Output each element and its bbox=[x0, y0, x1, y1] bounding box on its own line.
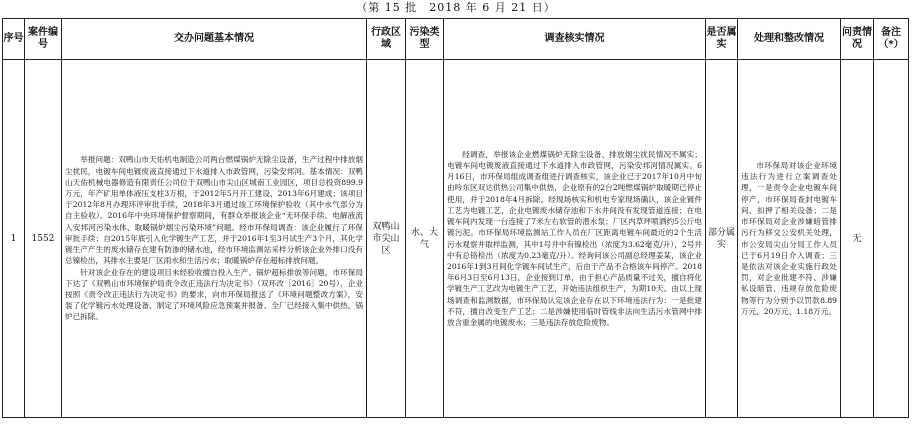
handling-paragraph: 市环保局对该企业环境违法行为进行立案调查处理，一是责令企业电镀车间停产，市环保局查封电镀车间、扣押了相关设备；二是市环保局对企业涉嫌暗管排污行为移交公安机关处理，市公安局尖山分局工作人员已于6月19日介入调查；三是依法对该企业实施行政处罚，对企业批建不符、涉嫌私设暗管、违规存放危险废物等行为分别予以罚款8.89万元、20万元、1.18万元。 bbox=[741, 161, 837, 316]
cell-remarks bbox=[874, 60, 909, 418]
cell-investigation bbox=[444, 60, 706, 418]
cell-issue bbox=[62, 60, 367, 418]
cell-pollution-type: 水、大气 bbox=[406, 60, 444, 418]
header-issue: 交办问题基本情况 bbox=[62, 19, 367, 60]
header-seq: 序号 bbox=[3, 19, 25, 60]
header-remarks: 备注（*） bbox=[874, 19, 909, 60]
batch-caption: （第 15 批 2018 年 6 月 21 日） bbox=[356, 1, 556, 14]
investigation-paragraph: 经调查，举报该企业燃煤锅炉无除尘设备、排放烟尘扰民情况不属实；电镀车间电镀废液直接通过下水道排入市政管网，污染安邦河情况属实。6月16日，市环保局组成调查组进行调查核实，该企业已于2017年10月中旬由吟东区双达供热公司集中供热，企业原有的2台2吨燃煤锅炉取暖期已停止使用，并于2018年4月拆除。经现场核实和机电专家现场确认，该企业镀件工艺为电镀工艺，企业电镀废水储存池和下水井间没有发现管道连接；在电镀车间内发现一台连接了7米左右软管的潜水泵；厂区内草坪喷洒约5公斤电镀污泥。市环保局环境监测站工作人员在厂区距离电镀车间最近的2个生活污水观察井取样监测，其中1号井中有镍检出（浓度为3.62毫克/升），2号井中有总铬检出（浓度为0.23毫克/升）。经询问该公司副总经理姜某，该企业2016年1到3月间化学镀车间试生产，后由于产品不合格该车间停产。2018年6月3日至6月13日，企业接到订单，由于担心产品质量不过关，擅自将化学镀生产工艺改为电镀生产工艺，开始违法组织生产，为期10天。由以上现场调查和监测数据，市环保局认定该企业存在以下环境违法行为：一是批建不符，擅自改变生产工艺；二是涉嫌使用临时管线非法向生活污水管网中排放含重金属的电镀废水；三是违法存放危险废物。 bbox=[447, 149, 702, 327]
header-verified: 是否属实 bbox=[706, 19, 738, 60]
cell-admin-region: 双鸭山市尖山区 bbox=[367, 60, 406, 418]
cell-case-no: 1552 bbox=[25, 60, 62, 418]
issue-paragraph-1: 举报问题：双鸭山市天佑机电制造公司两台燃煤锅炉无除尘设备，生产过程中排放烟尘扰民，电镀车间电镀废液直接通过下水道排入市政管网，污染安邦河。基本情况：双鸭山天佑机械电器修造有限责任公司位于双鸭山市尖山区城南工业园区，项目总投资899.9万元，年产矿用单体液压支柱3万根，于2012年5月开工建设，2013年6月建成；该项目于2012年8月办理环评审批手续，2018年3月通过竣工环境保护验收（其中水气部分为自主验收）。2016年中央环境保护督察期间，有群众举报该企业“无环保手续、电解液流入安邦河污染水体、取暖锅炉烟尘污染环境”问题。经市环保局调查：该企业履行了环保审批手续；自2015年底引入化学镀生产工艺，并于2016年1至3月试生产3个月，其化学镀生产产生的废水储存在建有防渗的储水池，经市环境监测站采样分析该企业外排口没有总镍检出，其排水主要是厂区雨水和生活污水；取暖锅炉存在超标排放问题。 bbox=[65, 155, 363, 266]
case-table bbox=[2, 18, 909, 418]
header-handling: 处理和整改情况 bbox=[738, 19, 841, 60]
cell-seq: 1 bbox=[3, 60, 25, 418]
issue-paragraph-2: 针对该企业存在的建设项目未经验收擅自投入生产、锅炉超标排放等问题，市环保局下达了《双鸭山市环境保护局责令改正违法行为决定书》（双环改［2016］20号），企业按照《责令改正违法行为决定书》的要求，向市环保局报送了《环境问题整改方案》，安装了化学镀污水处理设备、制定了环境风险应急预案并报备、全厂已经接入集中供热，锅炉已拆除。 bbox=[65, 267, 363, 322]
header-admin-region: 行政区域 bbox=[367, 19, 406, 60]
header-accountability: 问责情况 bbox=[841, 19, 874, 60]
cell-verified: 部分属实 bbox=[706, 60, 738, 418]
table-row bbox=[3, 60, 909, 418]
header-pollution-type: 污染类型 bbox=[406, 19, 444, 60]
header-investigation: 调查核实情况 bbox=[444, 19, 706, 60]
cell-handling bbox=[738, 60, 841, 418]
header-row bbox=[3, 19, 909, 60]
cell-accountability: 无 bbox=[841, 60, 874, 418]
header-case-no: 案件编号 bbox=[25, 19, 62, 60]
